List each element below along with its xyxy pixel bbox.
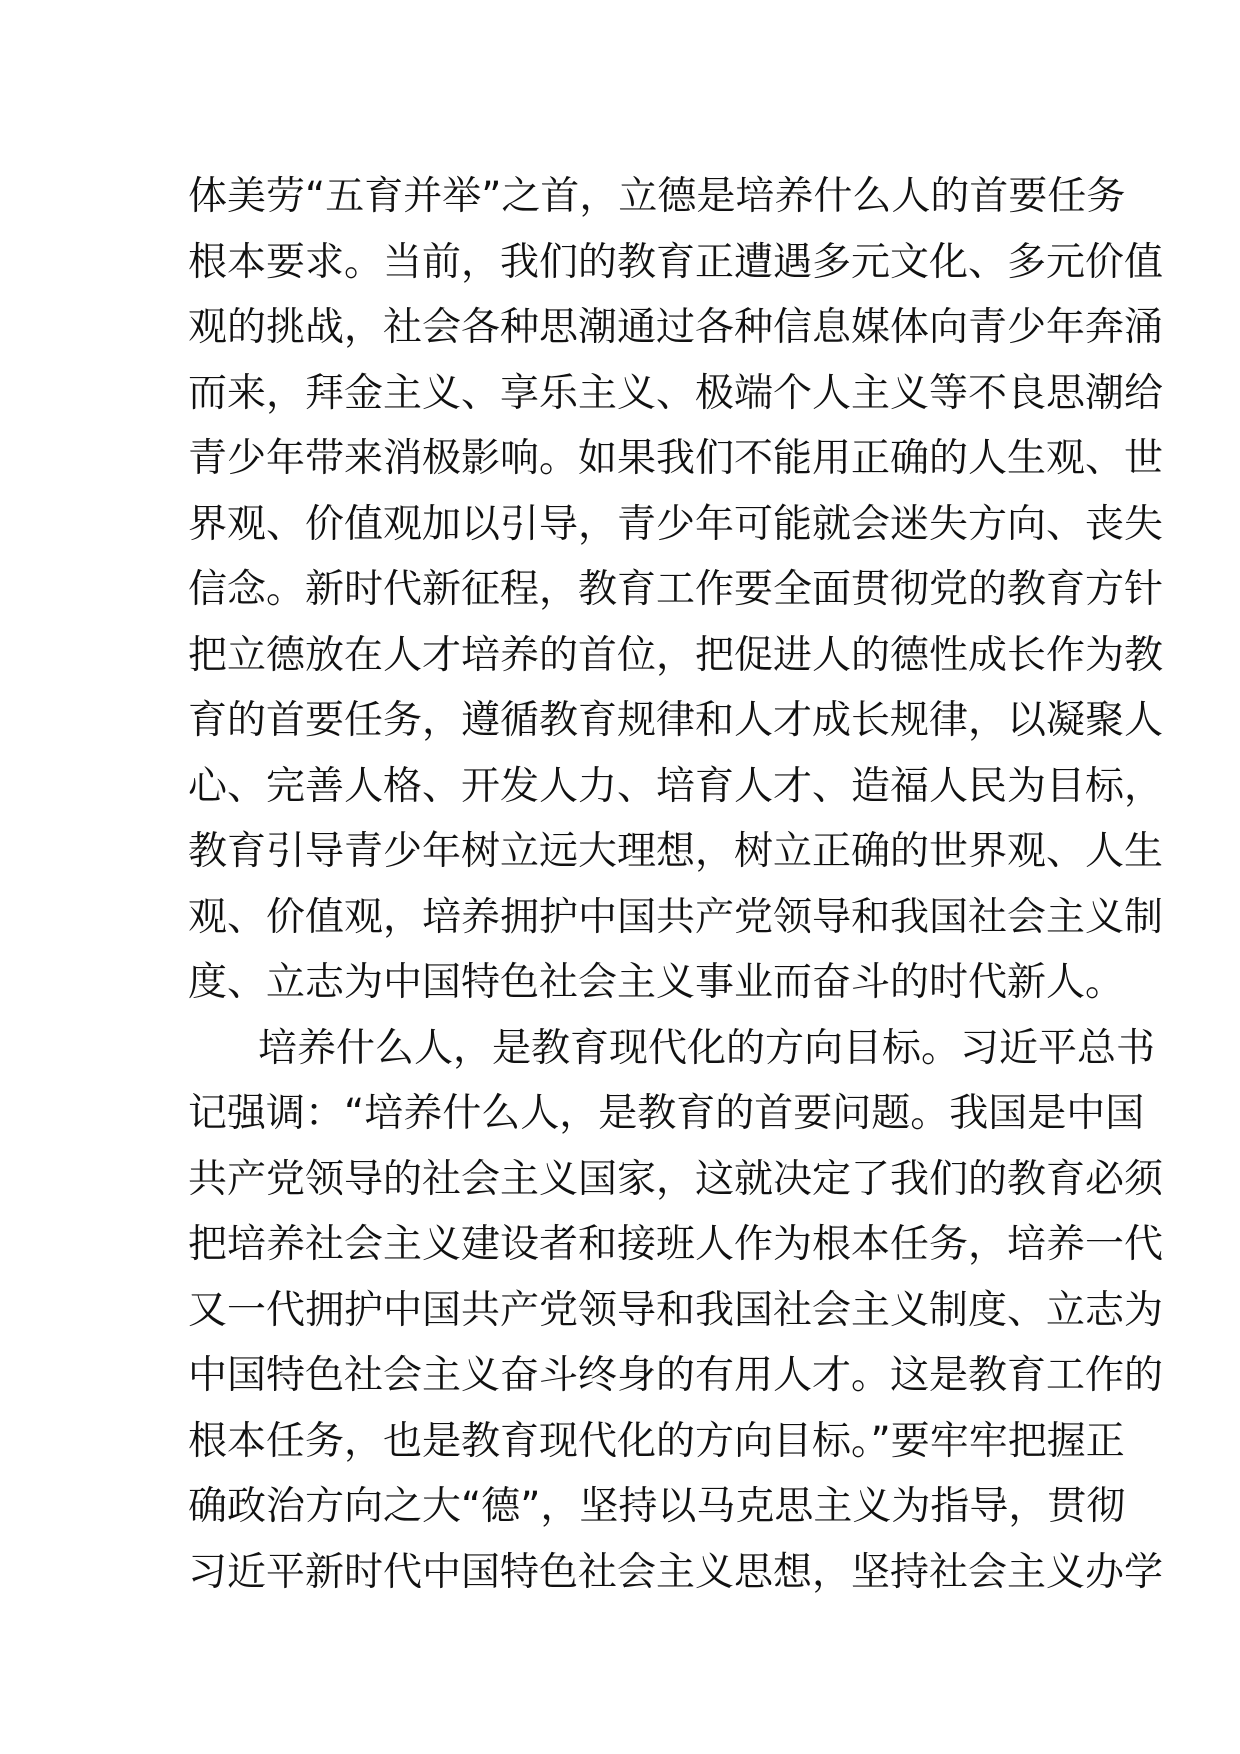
text-line: 习近平新时代中国特色社会主义思想，坚持社会主义办学 <box>188 1549 1164 1595</box>
text-line: 把培养社会主义建设者和接班人作为根本任务，培养一代 <box>188 1222 1164 1267</box>
body-text <box>188 164 1164 1605</box>
text-line: 记强调：“培养什么人，是教育的首要问题。我国是中国 <box>188 1091 1145 1136</box>
text-line: 把立德放在人才培养的首位，把促进人的德性成长作为教 <box>188 632 1164 678</box>
text-line: 信念。新时代新征程，教育工作要全面贯彻党的教育方针 <box>188 567 1164 612</box>
text-line: 观的挑战，社会各种思潮通过各种信息媒体向青少年奔涌 <box>188 305 1164 350</box>
text-line: 育的首要任务，遵循教育规律和人才成长规律，以凝聚人 <box>188 698 1164 743</box>
text-line: 而来，拜金主义、享乐主义、极端个人主义等不良思潮给 <box>188 370 1164 416</box>
text-line: 观、价值观，培养拥护中国共产党领导和我国社会主义制 <box>188 894 1164 940</box>
text-line: 又一代拥护中国共产党领导和我国社会主义制度、立志为 <box>188 1287 1164 1333</box>
text-line: 体美劳“五育并举”之首，立德是培养什么人的首要任务 <box>188 174 1126 219</box>
text-line: 界观、价值观加以引导，青少年可能就会迷失方向、丧失 <box>188 501 1164 547</box>
paragraph-start-line: 培养什么人，是教育现代化的方向目标。习近平总书 <box>258 1025 1156 1071</box>
text-line: 中国特色社会主义奋斗终身的有用人才。这是教育工作的 <box>188 1353 1164 1398</box>
text-line: 根本要求。当前，我们的教育正遭遇多元文化、多元价值 <box>188 239 1164 285</box>
text-line: 心、完善人格、开发人力、培育人才、造福人民为目标， <box>188 763 1164 809</box>
text-line: 共产党领导的社会主义国家，这就决定了我们的教育必须 <box>188 1156 1164 1202</box>
text-line: 度、立志为中国特色社会主义事业而奋斗的时代新人。 <box>188 960 1125 1005</box>
text-line: 确政治方向之大“德”，坚持以马克思主义为指导，贯彻 <box>188 1484 1126 1529</box>
text-line: 教育引导青少年树立远大理想，树立正确的世界观、人生 <box>188 829 1164 874</box>
text-line: 青少年带来消极影响。如果我们不能用正确的人生观、世 <box>188 436 1164 481</box>
text-line: 根本任务，也是教育现代化的方向目标。”要牢牢把握正 <box>188 1418 1125 1464</box>
